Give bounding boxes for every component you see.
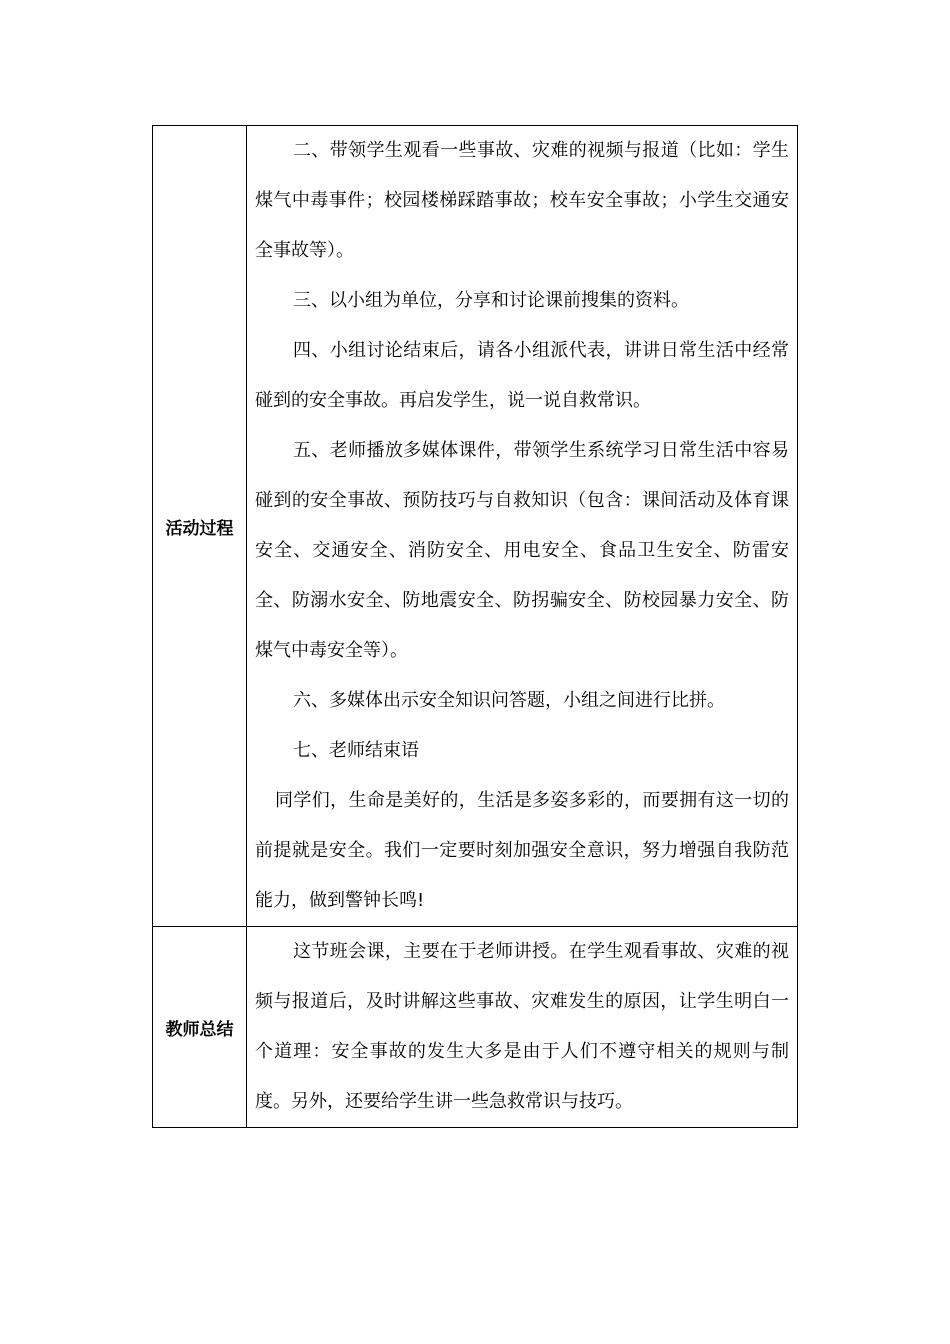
teacher-closing-remarks: 同学们，生命是美好的，生活是多姿多彩的，而要拥有这一切的前提就是安全。我们一定要时刻加强安全意识，努力增强自我防范能力，做到警钟长鸣! [255, 790, 789, 911]
process-step-7: 七、老师结束语 [293, 740, 419, 761]
process-step-3: 三、以小组为单位，分享和讨论课前搜集的资料。 [293, 290, 689, 311]
teacher-summary-content [247, 927, 798, 1128]
lesson-plan-table [152, 125, 798, 1128]
activity-process-label: 活动过程 [153, 126, 247, 927]
process-step-2: 二、带领学生观看一些事故、灾难的视频与报道（比如：学生煤气中毒事件；校园楼梯踩踏事故；校车安全事故；小学生交通安全事故等）。 [255, 140, 789, 261]
teacher-summary-row [153, 927, 798, 1128]
activity-process-content [247, 126, 798, 927]
process-step-6: 六、多媒体出示安全知识问答题，小组之间进行比拼。 [293, 690, 725, 711]
teacher-summary-label: 教师总结 [153, 927, 247, 1128]
process-step-5: 五、老师播放多媒体课件，带领学生系统学习日常生活中容易碰到的安全事故、预防技巧与自救知识（包含：课间活动及体育课安全、交通安全、消防安全、用电安全、食品卫生安全、防雷安全、防溺水安全、防地震安全、防拐骗安全、防校园暴力安全、防煤气中毒安全等）。 [255, 440, 789, 661]
teacher-summary-text: 这节班会课，主要在于老师讲授。在学生观看事故、灾难的视频与报道后，及时讲解这些事故、灾难发生的原因，让学生明白一个道理：安全事故的发生大多是由于人们不遵守相关的规则与制度。另外，还要给学生讲一些急救常识与技巧。 [255, 941, 789, 1112]
activity-process-row [153, 126, 798, 927]
process-step-4: 四、小组讨论结束后，请各小组派代表，讲讲日常生活中经常碰到的安全事故。再启发学生，说一说自救常识。 [255, 340, 789, 411]
